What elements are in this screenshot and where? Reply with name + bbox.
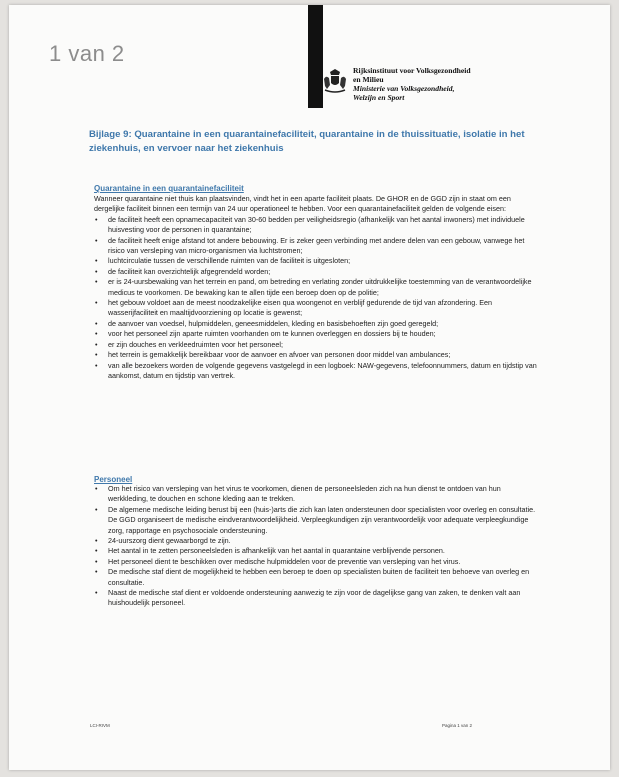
organization-name	[353, 66, 471, 102]
requirements-list	[94, 215, 540, 382]
list-item: • de faciliteit kan overzichtelijk afgegrendeld worden;	[94, 267, 540, 277]
section-staff	[94, 475, 540, 609]
ministry-line-1: Ministerie van Volksgezondheid,	[353, 84, 455, 93]
section-heading: Personeel	[94, 475, 133, 484]
section-quarantine-facility	[94, 184, 540, 381]
list-item: • van alle bezoekers worden de volgende gegevens vastgelegd in een logboek: NAW-gegevens, telefoonnummers, datum en tijdstip van aankomst, datum en tijdstip van vertrek.	[94, 361, 540, 382]
coat-of-arms-icon	[321, 67, 349, 95]
list-item: • voor het personeel zijn aparte ruimten voorhanden om te kunnen overleggen en dossiers bij te houden;	[94, 329, 540, 339]
list-item: • het gebouw voldoet aan de meest noodzakelijke eisen qua woongenot en verblijf gedurende de tijd van afzondering. Een wasserijfaciliteit en maaltijdvoorziening op locatie is gewenst;	[94, 298, 540, 319]
list-item: • de faciliteit heeft een opnamecapaciteit van 30-60 bedden per veiligheidsregio (afhankelijk van het aantal inwoners) met individuele huisvesting voor de personen in quarantaine;	[94, 215, 540, 236]
page-counter: 1 van 2	[49, 41, 125, 66]
staff-list	[94, 484, 540, 609]
list-item: • De medische staf dient de mogelijkheid te hebben een beroep te doen op specialisten buiten de faciliteit ten behoeve van overleg en consultatie.	[94, 567, 540, 588]
list-item: • de faciliteit heeft enige afstand tot andere bebouwing. Er is zeker geen verbinding met andere delen van een gebouw, vanwege het risico van versleping van micro-organismen via luchtstromen;	[94, 236, 540, 257]
list-item: • er zijn douches en verkleedruimten voor het personeel;	[94, 340, 540, 350]
section-heading: Quarantaine in een quarantainefaciliteit	[94, 184, 244, 193]
list-item: • er is 24-uursbewaking van het terrein en pand, om betreding en verlating zonder uitdrukkelijke toestemming van de verantwoordelijke medicus te voorkomen. De bewaking kan te allen tijde een beroep doen op de politie;	[94, 277, 540, 298]
org-line-2: en Milieu	[353, 75, 384, 84]
list-item: • 24-uurszorg dient gewaarborgd te zijn.	[94, 536, 540, 546]
list-item: • Naast de medische staf dient er voldoende ondersteuning aanwezig te zijn voor de dagelijkse gang van zaken, te denken valt aan huishoudelijk personeel.	[94, 588, 540, 609]
list-item: • De algemene medische leiding berust bij een (huis-)arts die zich kan laten ondersteunen door specialisten voor overleg en consultatie. De GGD organiseert de medische eindverantwoordelijkheid. Verpleegkundigen zijn verantwoordelijk voor adequate verpleegkundige zorg, rapportage en psychosociale ondersteuning.	[94, 505, 540, 536]
list-item: • Het personeel dient te beschikken over medische hulpmiddelen voor de preventie van versleping van het virus.	[94, 557, 540, 567]
footer-left: LCI-RIVM	[90, 723, 110, 728]
list-item: • luchtcirculatie tussen de verschillende ruimten van de faciliteit is uitgesloten;	[94, 256, 540, 266]
document-page	[9, 5, 610, 770]
section-intro: Wanneer quarantaine niet thuis kan plaatsvinden, vindt het in een aparte faciliteit plaats. De GHOR en de GGD zijn in staat om een dergelijke faciliteit binnen een termijn van 24 uur operationeel te hebben. Voor een quarantainefaciliteit gelden de volgende eisen:	[94, 194, 511, 214]
list-item: • het terrein is gemakkelijk bereikbaar voor de aanvoer en afvoer van personen door middel van ambulances;	[94, 350, 540, 360]
list-item: • de aanvoer van voedsel, hulpmiddelen, geneesmiddelen, kleding en basisbehoeften zijn goed geregeld;	[94, 319, 540, 329]
list-item: • Om het risico van versleping van het virus te voorkomen, dienen de personeelsleden zich na hun dienst te ontdoen van hun werkkleding, te douchen en schone kleding aan te trekken.	[94, 484, 540, 505]
org-line-1: Rijksinstituut voor Volksgezondheid	[353, 66, 471, 75]
ministry-line-2: Welzijn en Sport	[353, 93, 405, 102]
footer-page-number: Pagina 1 van 2	[442, 723, 473, 728]
list-item: • Het aantal in te zetten personeelsleden is afhankelijk van het aantal in quarantaine verblijvende personen.	[94, 546, 540, 556]
document-title: Bijlage 9: Quarantaine in een quarantainefaciliteit, quarantaine in de thuissituatie, isolatie in het ziekenhuis, en vervoer naar het ziekenhuis	[89, 129, 525, 154]
